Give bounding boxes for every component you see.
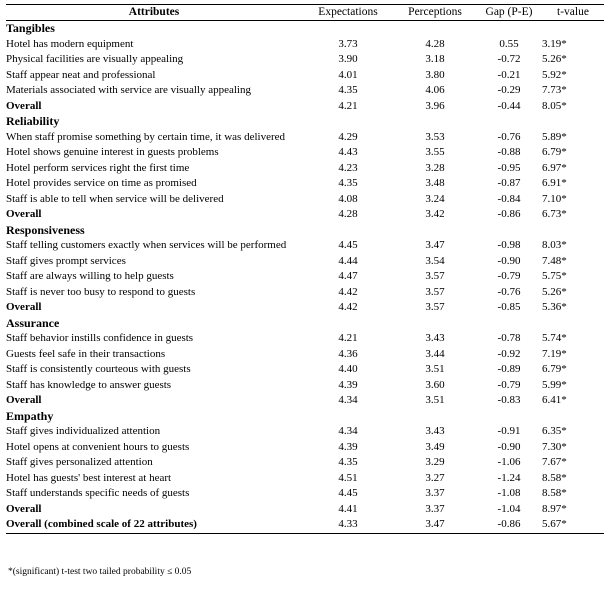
overall-row bbox=[6, 393, 604, 409]
perceptions-cell: 3.51 bbox=[425, 363, 445, 375]
footnote: *(significant) t-test two tailed probability ≤ 0.05 bbox=[8, 567, 192, 577]
gap-cell: -0.90 bbox=[497, 440, 521, 453]
table-row bbox=[6, 424, 604, 440]
header-gap: Gap (P-E) bbox=[476, 5, 542, 21]
attribute-cell: Overall bbox=[6, 502, 42, 515]
attribute-cell: Staff appear neat and professional bbox=[6, 68, 156, 81]
t-value-cell: 5.75* bbox=[542, 270, 567, 282]
table-row bbox=[6, 455, 604, 471]
gap-cell: -0.44 bbox=[497, 99, 521, 112]
expectations-cell: 4.44 bbox=[338, 254, 358, 267]
perceptions-cell: 3.55 bbox=[425, 146, 445, 158]
t-value-cell: 7.48* bbox=[542, 254, 567, 267]
attribute-cell: Staff behavior instills confidence in guests bbox=[6, 332, 194, 344]
perceptions-cell: 3.18 bbox=[425, 53, 445, 65]
table-row bbox=[6, 192, 604, 208]
gap-cell: -0.29 bbox=[497, 84, 521, 96]
expectations-cell: 4.34 bbox=[338, 394, 358, 406]
t-value-cell: 5.89* bbox=[542, 130, 567, 143]
t-value-cell: 6.35* bbox=[542, 425, 567, 437]
t-value-cell: 6.91* bbox=[542, 177, 567, 189]
attribute-cell: When staff promise something by certain time, it was delivered bbox=[6, 130, 285, 143]
header-perceptions: Perceptions bbox=[394, 5, 476, 21]
perceptions-cell: 3.47 bbox=[425, 239, 445, 251]
perceptions-cell: 3.43 bbox=[425, 425, 445, 437]
table-row bbox=[6, 471, 604, 487]
expectations-cell: 4.34 bbox=[338, 425, 358, 437]
expectations-cell: 4.35 bbox=[338, 456, 358, 468]
gap-cell: -0.87 bbox=[497, 177, 521, 189]
expectations-cell: 4.28 bbox=[338, 208, 358, 220]
attribute-cell: Overall bbox=[6, 394, 42, 406]
perceptions-cell: 3.24 bbox=[425, 192, 445, 205]
overall-row bbox=[6, 517, 604, 533]
t-value-cell: 6.79* bbox=[542, 363, 567, 375]
t-value-cell: 7.19* bbox=[542, 347, 567, 360]
perceptions-cell: 3.54 bbox=[425, 254, 445, 267]
perceptions-cell: 4.28 bbox=[425, 37, 445, 50]
gap-cell: -0.76 bbox=[497, 285, 521, 298]
gap-cell: -0.79 bbox=[497, 378, 521, 391]
t-value-cell: 8.03* bbox=[542, 239, 567, 251]
t-value-cell: 8.58* bbox=[542, 471, 567, 484]
perceptions-cell: 3.60 bbox=[425, 378, 445, 391]
gap-cell: -0.92 bbox=[497, 347, 521, 360]
gap-cell: -0.85 bbox=[497, 301, 521, 313]
table-row bbox=[6, 331, 604, 347]
perceptions-cell: 3.57 bbox=[425, 301, 445, 313]
t-value-cell: 5.92* bbox=[542, 68, 567, 81]
attribute-cell: Staff are always willing to help guests bbox=[6, 270, 174, 282]
table-header-row bbox=[6, 5, 604, 21]
t-value-cell: 6.79* bbox=[542, 146, 567, 158]
table-row bbox=[6, 378, 604, 394]
t-value-cell: 8.97* bbox=[542, 502, 567, 515]
perceptions-cell: 3.57 bbox=[425, 285, 445, 298]
expectations-cell: 4.40 bbox=[338, 363, 358, 375]
attribute-cell: Staff gives prompt services bbox=[6, 254, 126, 267]
perceptions-cell: 3.49 bbox=[425, 440, 445, 453]
expectations-cell: 4.21 bbox=[338, 332, 358, 344]
perceptions-cell: 3.29 bbox=[425, 456, 445, 468]
expectations-cell: 4.43 bbox=[338, 146, 358, 158]
section-header-row bbox=[6, 114, 604, 130]
expectations-cell: 4.42 bbox=[338, 301, 358, 313]
perceptions-cell: 3.53 bbox=[425, 130, 445, 143]
expectations-cell: 4.47 bbox=[338, 270, 358, 282]
table-row bbox=[6, 176, 604, 192]
perceptions-cell: 4.06 bbox=[425, 84, 445, 96]
section-title: Reliability bbox=[6, 114, 60, 128]
expectations-cell: 4.45 bbox=[338, 487, 358, 499]
gap-cell: -0.84 bbox=[497, 192, 521, 205]
perceptions-cell: 3.37 bbox=[425, 502, 445, 515]
gap-cell: -0.88 bbox=[497, 146, 521, 158]
perceptions-cell: 3.57 bbox=[425, 270, 445, 282]
table-row bbox=[6, 347, 604, 363]
t-value-cell: 5.26* bbox=[542, 53, 567, 65]
t-value-cell: 7.67* bbox=[542, 456, 567, 468]
expectations-cell: 4.51 bbox=[338, 471, 358, 484]
attribute-cell: Hotel shows genuine interest in guests problems bbox=[6, 146, 219, 158]
expectations-cell: 4.08 bbox=[338, 192, 358, 205]
attribute-cell: Staff gives personalized attention bbox=[6, 456, 153, 468]
expectations-cell: 4.39 bbox=[338, 378, 358, 391]
t-value-cell: 5.74* bbox=[542, 332, 567, 344]
table-row bbox=[6, 145, 604, 161]
table-row bbox=[6, 269, 604, 285]
table-row bbox=[6, 362, 604, 378]
expectations-cell: 4.42 bbox=[338, 285, 358, 298]
expectations-cell: 3.90 bbox=[338, 53, 358, 65]
gap-cell: -0.89 bbox=[497, 363, 521, 375]
t-value-cell: 8.05* bbox=[542, 99, 567, 112]
section-title: Assurance bbox=[6, 315, 60, 330]
perceptions-cell: 3.37 bbox=[425, 487, 445, 499]
t-value-cell: 6.97* bbox=[542, 161, 567, 174]
attribute-cell: Hotel opens at convenient hours to guests bbox=[6, 440, 190, 453]
t-value-cell: 6.41* bbox=[542, 394, 567, 406]
gap-cell: -0.21 bbox=[497, 68, 521, 81]
section-title: Empathy bbox=[6, 408, 54, 423]
attribute-cell: Hotel provides service on time as promised bbox=[6, 177, 197, 189]
attribute-cell: Staff is consistently courteous with guests bbox=[6, 363, 191, 375]
expectations-cell: 3.73 bbox=[338, 37, 358, 50]
t-value-cell: 7.30* bbox=[542, 440, 567, 453]
gap-cell: -1.24 bbox=[497, 471, 521, 484]
overall-row bbox=[6, 502, 604, 518]
attribute-cell: Guests feel safe in their transactions bbox=[6, 347, 166, 360]
gap-cell: -1.06 bbox=[497, 456, 521, 468]
header-expectations: Expectations bbox=[302, 5, 394, 21]
t-value-cell: 5.67* bbox=[542, 517, 604, 533]
gap-cell: -0.91 bbox=[497, 425, 521, 437]
table-row bbox=[6, 285, 604, 301]
attribute-cell: Staff telling customers exactly when services will be performed bbox=[6, 239, 287, 251]
attribute-cell: Hotel has modern equipment bbox=[6, 37, 134, 50]
expectations-cell: 4.35 bbox=[338, 84, 358, 96]
attribute-cell: Materials associated with service are visually appealing bbox=[6, 84, 251, 96]
gap-cell: -0.78 bbox=[497, 332, 521, 344]
t-value-cell: 8.58* bbox=[542, 487, 567, 499]
attribute-cell: Staff is never too busy to respond to guests bbox=[6, 285, 196, 298]
expectations-cell: 4.29 bbox=[338, 130, 358, 143]
table-row bbox=[6, 440, 604, 456]
perceptions-cell: 3.27 bbox=[425, 471, 445, 484]
overall-row bbox=[6, 300, 604, 316]
attribute-cell: Overall bbox=[6, 208, 42, 220]
t-value-cell: 7.10* bbox=[542, 192, 567, 205]
table-body bbox=[6, 21, 604, 534]
section-title: Responsiveness bbox=[6, 222, 85, 237]
attribute-cell: Staff understands specific needs of guests bbox=[6, 487, 190, 499]
table-row bbox=[6, 83, 604, 99]
table-row bbox=[6, 254, 604, 270]
gap-cell: 0.55 bbox=[499, 37, 519, 50]
attribute-cell: Overall bbox=[6, 99, 42, 112]
expectations-cell: 4.21 bbox=[338, 99, 358, 112]
t-value-cell: 7.73* bbox=[542, 84, 567, 96]
section-header-row bbox=[6, 223, 604, 239]
t-value-cell: 6.73* bbox=[542, 208, 567, 220]
expectations-cell: 4.33 bbox=[302, 517, 394, 533]
section-header-row bbox=[6, 316, 604, 332]
t-value-cell: 5.26* bbox=[542, 285, 567, 298]
expectations-cell: 4.39 bbox=[338, 440, 358, 453]
perceptions-cell: 3.44 bbox=[425, 347, 445, 360]
perceptions-cell: 3.51 bbox=[425, 394, 445, 406]
gap-cell: -0.90 bbox=[497, 254, 521, 267]
gap-cell: -0.72 bbox=[497, 53, 521, 65]
gap-cell: -0.86 bbox=[497, 208, 521, 220]
perceptions-cell: 3.42 bbox=[425, 208, 445, 220]
gap-cell: -0.76 bbox=[497, 130, 521, 143]
expectations-cell: 4.36 bbox=[338, 347, 358, 360]
perceptions-cell: 3.48 bbox=[425, 177, 445, 189]
header-attributes: Attributes bbox=[6, 5, 302, 21]
section-header-row bbox=[6, 409, 604, 425]
expectations-cell: 4.23 bbox=[338, 161, 358, 174]
header-t-value: t-value bbox=[542, 5, 604, 21]
expectations-cell: 4.01 bbox=[338, 68, 358, 81]
attribute-cell: Overall (combined scale of 22 attributes) bbox=[6, 517, 302, 533]
gap-cell: -0.79 bbox=[497, 270, 521, 282]
t-value-cell: 5.36* bbox=[542, 301, 567, 313]
perceptions-cell: 3.28 bbox=[425, 161, 445, 174]
overall-row bbox=[6, 207, 604, 223]
attribute-cell: Physical facilities are visually appealing bbox=[6, 53, 184, 65]
table-row bbox=[6, 52, 604, 68]
table-row bbox=[6, 161, 604, 177]
attribute-cell: Overall bbox=[6, 301, 42, 313]
gap-cell: -0.98 bbox=[497, 239, 521, 251]
overall-row bbox=[6, 99, 604, 115]
attribute-cell: Hotel perform services right the first time bbox=[6, 161, 190, 174]
attribute-cell: Staff has knowledge to answer guests bbox=[6, 378, 172, 391]
section-title: Tangibles bbox=[6, 21, 55, 35]
gap-cell: -1.04 bbox=[497, 502, 521, 515]
t-value-cell: 5.99* bbox=[542, 378, 567, 391]
gap-cell: -0.95 bbox=[497, 161, 521, 174]
gap-cell: -1.08 bbox=[497, 487, 521, 499]
expectations-cell: 4.41 bbox=[338, 502, 358, 515]
perceptions-cell: 3.96 bbox=[425, 99, 445, 112]
attribute-cell: Staff is able to tell when service will be delivered bbox=[6, 192, 224, 205]
gap-cell: -0.83 bbox=[497, 394, 521, 406]
table-row bbox=[6, 238, 604, 254]
table-row bbox=[6, 68, 604, 84]
expectations-cell: 4.35 bbox=[338, 177, 358, 189]
attribute-cell: Hotel has guests' best interest at heart bbox=[6, 471, 172, 484]
perceptions-cell: 3.47 bbox=[394, 517, 476, 533]
servqual-table bbox=[6, 4, 604, 534]
perceptions-cell: 3.80 bbox=[425, 68, 445, 81]
expectations-cell: 4.45 bbox=[338, 239, 358, 251]
table-row bbox=[6, 486, 604, 502]
section-header-row bbox=[6, 21, 604, 37]
attribute-cell: Staff gives individualized attention bbox=[6, 425, 161, 437]
t-value-cell: 3.19* bbox=[542, 37, 567, 50]
perceptions-cell: 3.43 bbox=[425, 332, 445, 344]
gap-cell: -0.86 bbox=[476, 517, 542, 533]
table-row bbox=[6, 37, 604, 53]
table-row bbox=[6, 130, 604, 146]
